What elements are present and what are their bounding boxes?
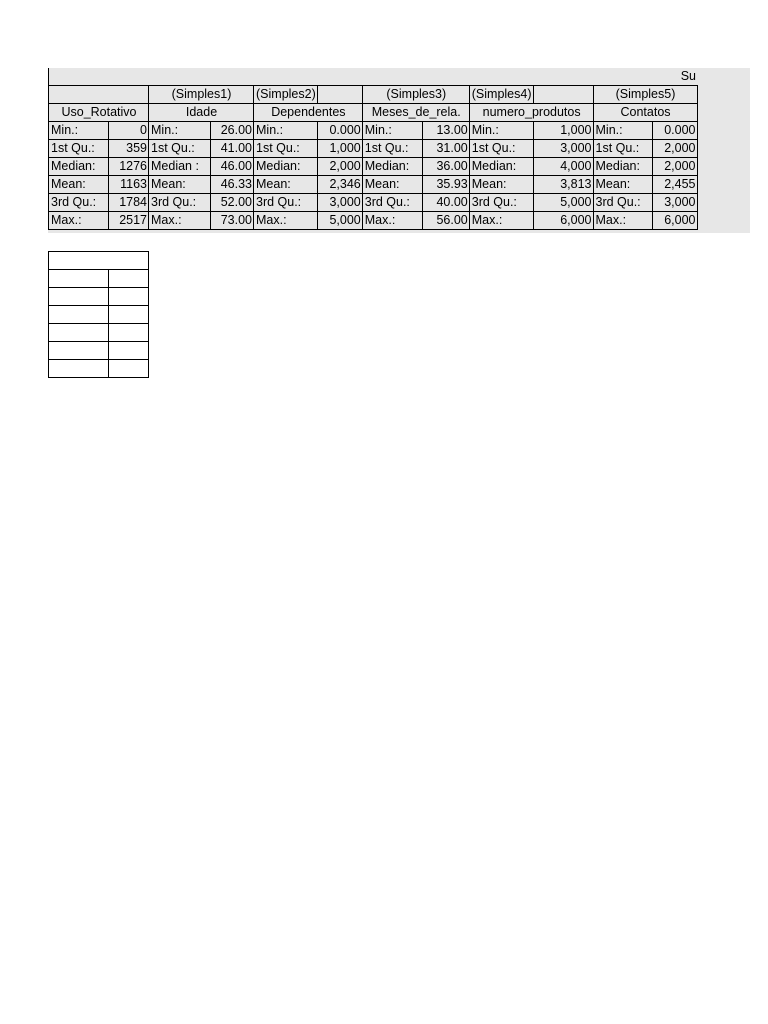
stat-value: 6,000 [652, 212, 697, 230]
stat-value: 46.33 [211, 176, 254, 194]
stat-row-min [49, 122, 698, 140]
stat-label: Median: [362, 158, 422, 176]
summary-title: Su [49, 68, 698, 86]
empty-cell [49, 288, 109, 306]
stat-row-mean [49, 176, 698, 194]
group-header-3: (Simples3) [362, 86, 469, 104]
stat-row-max [49, 212, 698, 230]
stat-label: Min.: [362, 122, 422, 140]
empty-table-row [49, 360, 149, 378]
stat-value: 13.00 [422, 122, 469, 140]
stat-value: 3,813 [533, 176, 593, 194]
stat-value: 359 [109, 140, 149, 158]
stat-value: 0 [109, 122, 149, 140]
group-header-0 [49, 86, 149, 104]
empty-table-row [49, 270, 149, 288]
title-row [49, 68, 698, 86]
stat-value: 3,000 [317, 194, 362, 212]
stat-label: Median: [593, 158, 652, 176]
stat-row-median [49, 158, 698, 176]
stat-value: 46.00 [211, 158, 254, 176]
empty-cell [49, 360, 109, 378]
stat-label: Max.: [469, 212, 533, 230]
variable-name-0: Uso_Rotativo [49, 104, 149, 122]
stat-value: 2517 [109, 212, 149, 230]
variable-name-1: Idade [149, 104, 254, 122]
stat-label: 3rd Qu.: [469, 194, 533, 212]
empty-cell [109, 306, 149, 324]
variable-header-row [49, 104, 698, 122]
stat-label: 1st Qu.: [469, 140, 533, 158]
stat-label: 3rd Qu.: [362, 194, 422, 212]
empty-table-header [49, 252, 149, 270]
stat-label: 3rd Qu.: [149, 194, 211, 212]
stat-label: Min.: [49, 122, 109, 140]
stat-value: 5,000 [317, 212, 362, 230]
stat-value: 3,000 [533, 140, 593, 158]
stat-label: Median : [149, 158, 211, 176]
stat-label: Min.: [593, 122, 652, 140]
stat-value: 5,000 [533, 194, 593, 212]
stat-label: Max.: [362, 212, 422, 230]
stat-value: 2,000 [652, 140, 697, 158]
stat-value: 3,000 [652, 194, 697, 212]
variable-name-5: Contatos [593, 104, 697, 122]
stat-row-1st-qu [49, 140, 698, 158]
stat-label: Median: [254, 158, 318, 176]
stat-label: Max.: [254, 212, 318, 230]
group-header-5: (Simples5) [593, 86, 697, 104]
empty-table-row [49, 288, 149, 306]
stat-label: Min.: [149, 122, 211, 140]
empty-table [48, 251, 149, 378]
stat-label: Min.: [469, 122, 533, 140]
stat-value: 73.00 [211, 212, 254, 230]
stat-label: Mean: [469, 176, 533, 194]
stat-label: Mean: [49, 176, 109, 194]
stat-label: 1st Qu.: [362, 140, 422, 158]
group-header-2-pad [317, 86, 362, 104]
empty-cell [109, 342, 149, 360]
stat-value: 0.000 [652, 122, 697, 140]
stat-label: 1st Qu.: [254, 140, 318, 158]
stat-label: 3rd Qu.: [593, 194, 652, 212]
stat-label: Mean: [362, 176, 422, 194]
stat-value: 1,000 [317, 140, 362, 158]
stat-value: 41.00 [211, 140, 254, 158]
stat-value: 52.00 [211, 194, 254, 212]
stat-value: 40.00 [422, 194, 469, 212]
stat-label: Max.: [49, 212, 109, 230]
empty-table-row [49, 306, 149, 324]
stat-label: Median: [49, 158, 109, 176]
stat-label: 1st Qu.: [149, 140, 211, 158]
group-header-2: (Simples2) [254, 86, 318, 104]
empty-cell [109, 270, 149, 288]
stat-label: Min.: [254, 122, 318, 140]
stat-value: 35.93 [422, 176, 469, 194]
stat-value: 2,000 [317, 158, 362, 176]
stat-value: 4,000 [533, 158, 593, 176]
stat-label: 1st Qu.: [593, 140, 652, 158]
stat-value: 31.00 [422, 140, 469, 158]
stat-value: 1784 [109, 194, 149, 212]
stat-label: 3rd Qu.: [254, 194, 318, 212]
empty-cell [49, 306, 109, 324]
stat-value: 1163 [109, 176, 149, 194]
stat-value: 6,000 [533, 212, 593, 230]
variable-name-2: Dependentes [254, 104, 363, 122]
stat-label: 1st Qu.: [49, 140, 109, 158]
summary-table [48, 68, 698, 230]
stat-label: Mean: [149, 176, 211, 194]
variable-name-3: Meses_de_rela. [362, 104, 469, 122]
empty-cell [49, 252, 149, 270]
stat-value: 0.000 [317, 122, 362, 140]
empty-table-row [49, 324, 149, 342]
stat-label: 3rd Qu.: [49, 194, 109, 212]
stat-label: Median: [469, 158, 533, 176]
stat-label: Max.: [149, 212, 211, 230]
stat-row-3rd-qu [49, 194, 698, 212]
empty-cell [49, 270, 109, 288]
stat-value: 1276 [109, 158, 149, 176]
empty-cell [109, 288, 149, 306]
empty-cell [49, 342, 109, 360]
stat-label: Mean: [254, 176, 318, 194]
empty-table-row [49, 342, 149, 360]
empty-cell [109, 324, 149, 342]
empty-cell [49, 324, 109, 342]
stat-value: 56.00 [422, 212, 469, 230]
stat-value: 2,000 [652, 158, 697, 176]
stat-value: 1,000 [533, 122, 593, 140]
group-header-1: (Simples1) [149, 86, 254, 104]
stat-label: Mean: [593, 176, 652, 194]
stat-label: Max.: [593, 212, 652, 230]
group-header-row [49, 86, 698, 104]
variable-name-4: numero_produtos [469, 104, 593, 122]
stat-value: 36.00 [422, 158, 469, 176]
stat-value: 26.00 [211, 122, 254, 140]
stat-value: 2,455 [652, 176, 697, 194]
group-header-4-pad [533, 86, 593, 104]
empty-cell [109, 360, 149, 378]
group-header-4: (Simples4) [469, 86, 533, 104]
stat-value: 2,346 [317, 176, 362, 194]
